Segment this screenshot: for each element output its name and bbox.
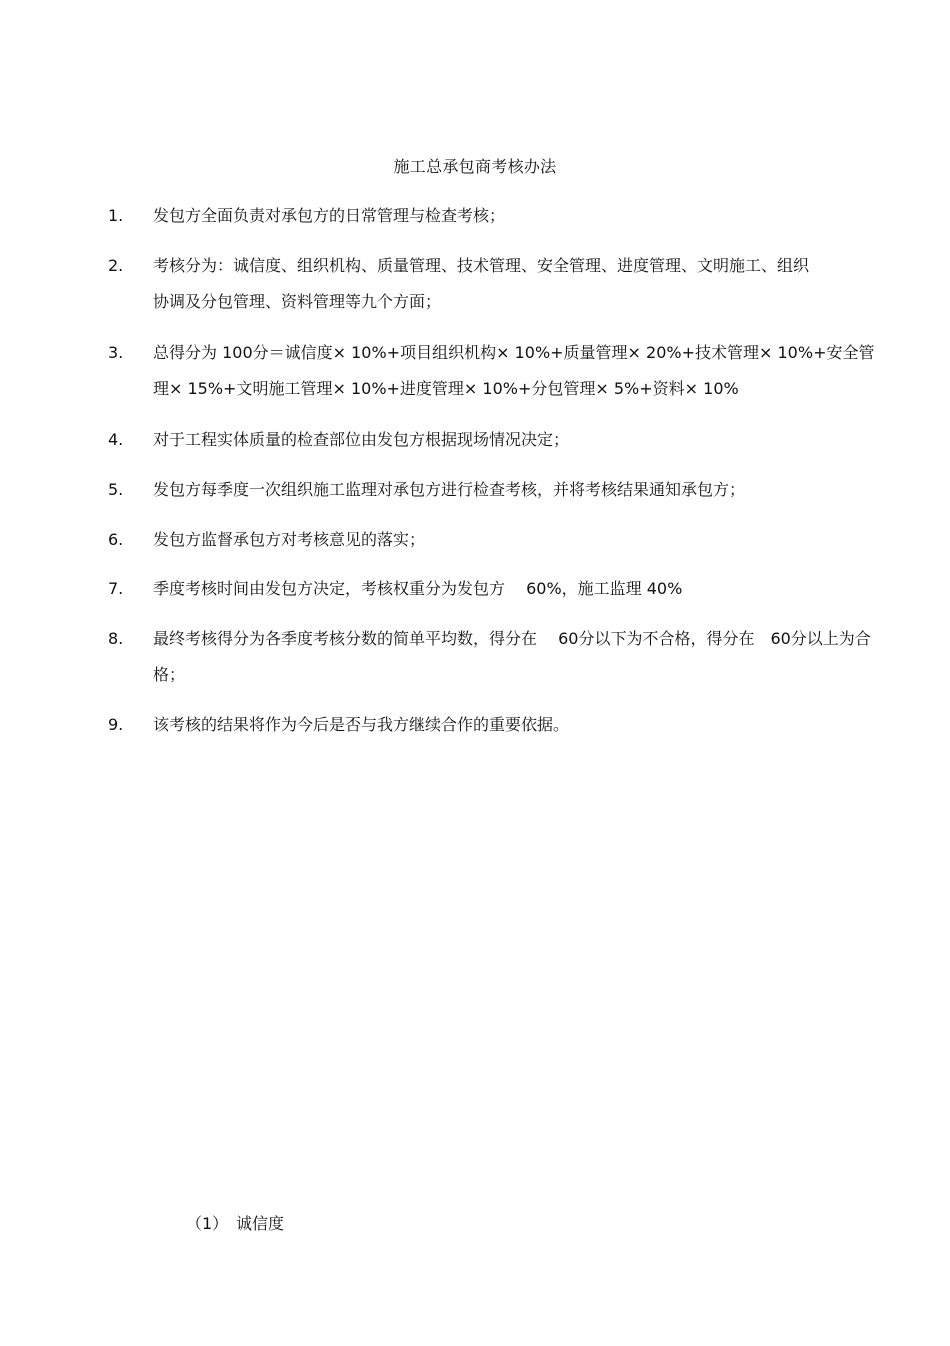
item-text: 对于工程实体质量的检查部位由发包方根据现场情况决定； [153,430,570,449]
item-number: 2. [108,256,124,275]
document-title: 施工总承包商考核办法 [393,157,557,176]
item-number: 5. [108,480,124,499]
item-text: 考核分为：诚信度、组织机构、质量管理、技术管理、安全管理、进度管理、文明施工、组织协调及分包管理、资料管理等九个方面； [153,256,810,311]
item-number: 4. [108,430,124,449]
item-number: 9. [108,715,124,734]
item-number: 8. [108,629,124,648]
item-text: 该考核的结果将作为今后是否与我方继续合作的重要依据。 [153,715,570,734]
item-text: 总得分为 100分＝诚信度× 10%+项目组织机构× 10%+质量管理× 20%+技术管理× 10%+安全管理× 15%+文明施工管理× 10%+进度管理× 10%+分包管理× 5%+资料× 10% [153,343,875,398]
item-text: 发包方每季度一次组织施工监理对承包方进行检查考核，并将考核结果通知承包方； [153,480,746,499]
item-number: 1. [108,206,124,225]
item-number: 6. [108,530,124,549]
subsection-heading [186,1212,284,1236]
item-number: 3. [108,343,124,362]
item-text: 季度考核时间由发包方决定，考核权重分为发包方 60%，施工监理 40% [153,579,683,598]
subsection-number: （1） [186,1214,229,1233]
item-text: 发包方全面负责对承包方的日常管理与检查考核； [153,206,506,225]
item-text: 最终考核得分为各季度考核分数的简单平均数，得分在 60分以下为不合格，得分在 60分以上为合格； [153,629,871,684]
item-number: 7. [108,579,124,598]
subsection-title: 诚信度 [236,1214,285,1233]
item-text: 发包方监督承包方对考核意见的落实； [153,530,426,549]
